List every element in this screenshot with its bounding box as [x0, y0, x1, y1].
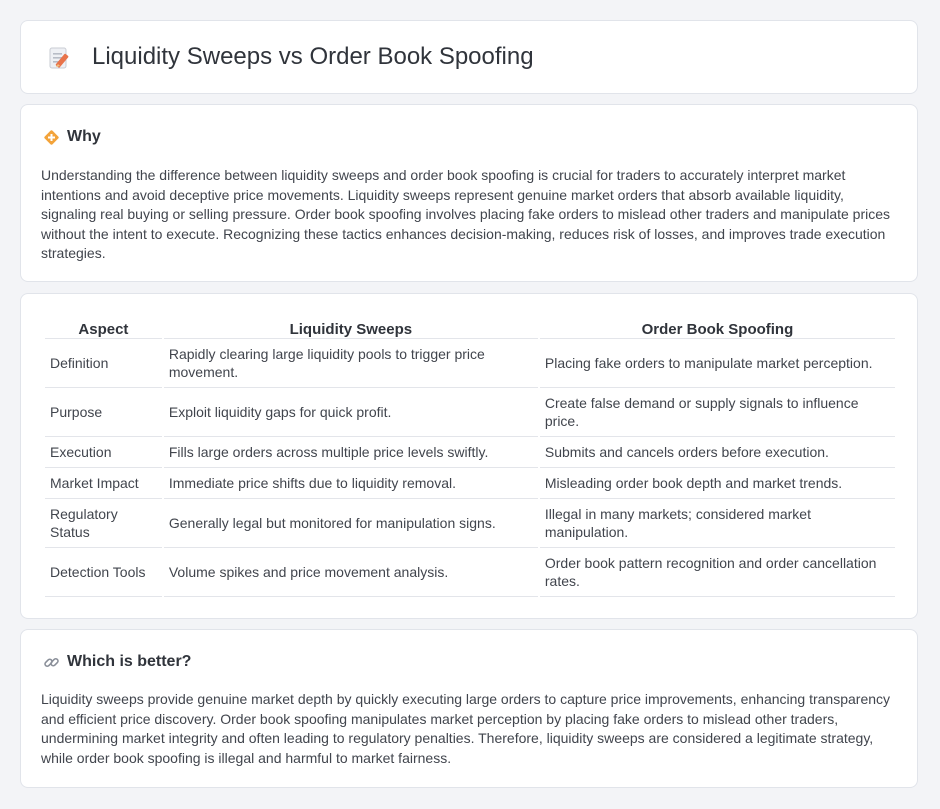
table-cell: Misleading order book depth and market trends. [540, 468, 895, 499]
table-header-row [45, 314, 895, 339]
link-icon [43, 654, 60, 671]
memo-pencil-icon [47, 45, 73, 71]
table-cell: Regulatory Status [45, 499, 162, 548]
table-cell: Detection Tools [45, 548, 162, 597]
column-header: Aspect [45, 314, 162, 339]
table-cell: Immediate price shifts due to liquidity removal. [164, 468, 538, 499]
why-heading: Why [67, 128, 101, 145]
page-title: Liquidity Sweeps vs Order Book Spoofing [92, 43, 534, 70]
table-cell: Fills large orders across multiple price levels swiftly. [164, 437, 538, 468]
which-is-better-section [20, 629, 918, 788]
table-cell: Order book pattern recognition and order cancellation rates. [540, 548, 895, 597]
table-cell: Illegal in many markets; considered market manipulation. [540, 499, 895, 548]
table-row [45, 548, 895, 597]
table-row [45, 388, 895, 437]
table-cell: Volume spikes and price movement analysis. [164, 548, 538, 597]
table-cell: Rapidly clearing large liquidity pools to trigger price movement. [164, 339, 538, 388]
table-row [45, 468, 895, 499]
table-cell: Create false demand or supply signals to influence price. [540, 388, 895, 437]
table-cell: Definition [45, 339, 162, 388]
table-cell: Exploit liquidity gaps for quick profit. [164, 388, 538, 437]
comparison-section [20, 293, 918, 619]
comparison-table [43, 314, 897, 597]
table-cell: Market Impact [45, 468, 162, 499]
table-cell: Placing fake orders to manipulate market perception. [540, 339, 895, 388]
table-cell: Generally legal but monitored for manipulation signs. [164, 499, 538, 548]
table-row [45, 339, 895, 388]
title-card [20, 20, 918, 94]
table-cell: Execution [45, 437, 162, 468]
why-text: Understanding the difference between liquidity sweeps and order book spoofing is crucial for traders to accurately interpret market intentions and avoid deceptive price movements. Liquidity sweeps represent genuine market orders that absorb available liquidity, signaling real buying or selling pressure. Order book spoofing involves placing fake orders to mislead other traders and manipulate prices without the intent to execute. Recognizing these tactics enhances decision-making, reduces risk of losses, and improves trade execution strategies. [41, 167, 891, 261]
table-row [45, 499, 895, 548]
better-heading: Which is better? [67, 653, 192, 670]
column-header: Liquidity Sweeps [164, 314, 538, 339]
table-cell: Submits and cancels orders before execution. [540, 437, 895, 468]
better-text: Liquidity sweeps provide genuine market depth by quickly executing large orders to capture price improvements, enhancing transparency and efficient price discovery. Order book spoofing manipulates market perception by placing fake orders to mislead other traders, undermining market integrity and often leading to regulatory penalties. Therefore, liquidity sweeps are considered a legitimate strategy, while order book spoofing is illegal and harmful to market fairness. [41, 691, 891, 766]
column-header: Order Book Spoofing [540, 314, 895, 339]
table-row [45, 437, 895, 468]
diamond-warning-icon [43, 129, 60, 146]
why-section [20, 104, 918, 282]
table-cell: Purpose [45, 388, 162, 437]
